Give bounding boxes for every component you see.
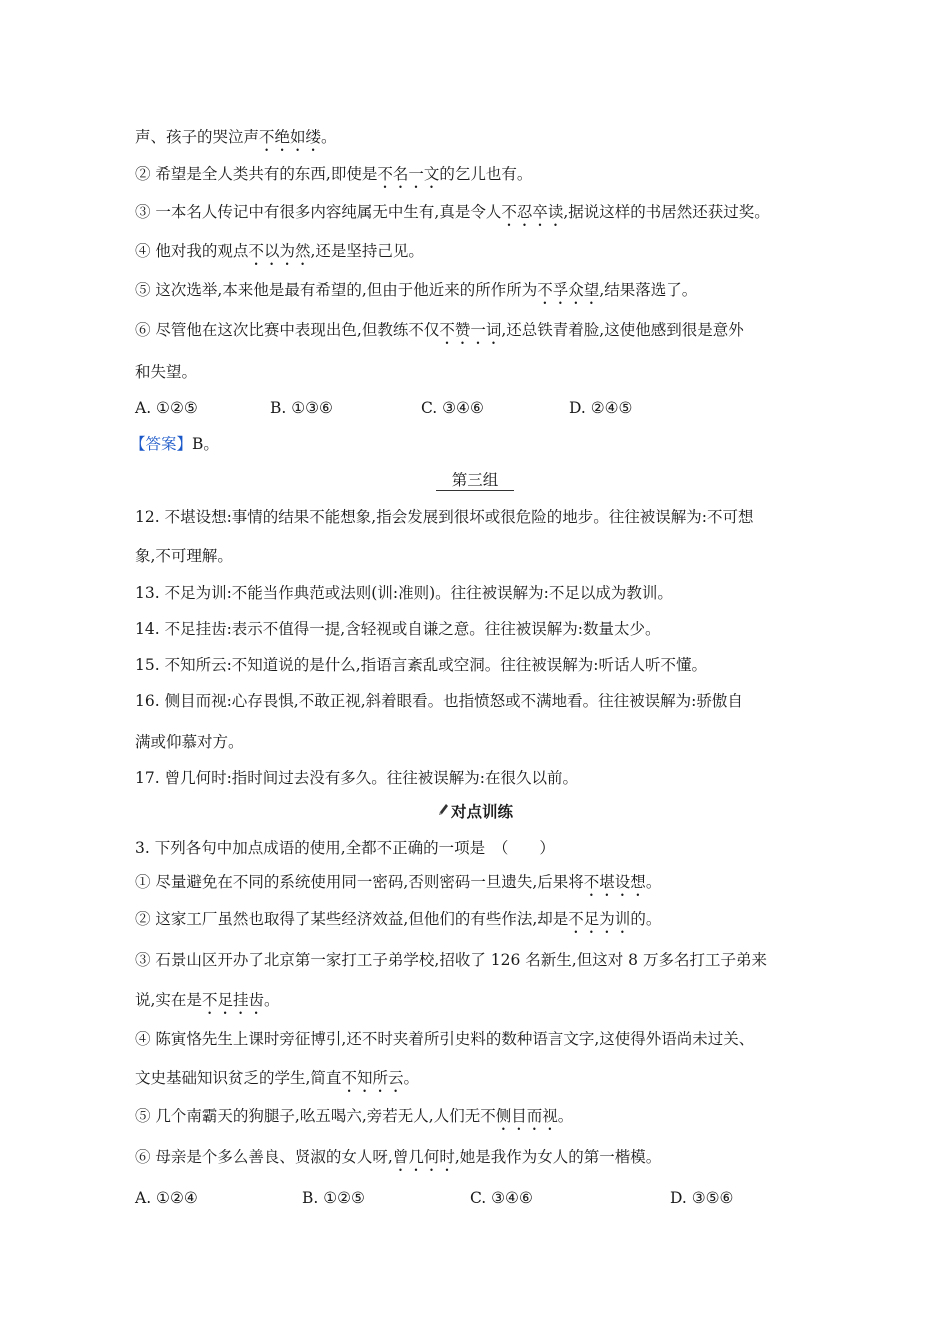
emphasized-idiom: 不足为训 xyxy=(568,910,631,928)
emphasized-idiom: 不赞一词 xyxy=(439,321,502,339)
option-d: D. ②④⑤ xyxy=(569,399,633,417)
sentence-3-cont: 说,实在是不足挂齿。 xyxy=(135,991,280,1009)
emphasized-idiom: 侧目而视 xyxy=(495,1107,558,1125)
option-a: A. ①②⑤ xyxy=(135,399,198,417)
emphasized-idiom: 不以为然 xyxy=(248,242,311,260)
sentence-1: ① 尽量避免在不同的系统使用同一密码,否则密码一旦遗失,后果将不堪设想。 xyxy=(135,873,662,891)
option-c: C. ③④⑥ xyxy=(421,399,484,417)
idiom-14: 14. 不足挂齿:表示不值得一提,含轻视或自谦之意。往往被误解为:数量太少。 xyxy=(135,620,661,638)
option-c: C. ③④⑥ xyxy=(470,1189,533,1207)
group-title: 第三组 xyxy=(0,468,950,492)
emphasized-idiom: 不孚众望 xyxy=(537,281,600,299)
idiom-17: 17. 曾几何时:指时间过去没有多久。往往被误解为:在很久以前。 xyxy=(135,769,579,787)
sentence-3: ③ 石景山区开办了北京第一家打工子弟学校,招收了 126 名新生,但这对 8 万多名打工子弟来 xyxy=(135,951,767,969)
sentence-line: 声、孩子的哭泣声不绝如缕。 xyxy=(135,128,337,146)
idiom-16: 16. 侧目而视:心存畏惧,不敢正视,斜着眼看。也指愤怒或不满地看。往往被误解为:骄傲自 xyxy=(135,692,743,710)
sentence-6: ⑥ 母亲是个多么善良、贤淑的女人呀,曾几何时,她是我作为女人的第一楷模。 xyxy=(135,1148,662,1166)
option-b: B. ①②⑤ xyxy=(302,1189,365,1207)
emphasized-idiom: 曾几何时 xyxy=(392,1148,455,1166)
drill-title: 对点训练 xyxy=(0,800,950,824)
idiom-13: 13. 不足为训:不能当作典范或法则(训:准则)。往往被误解为:不足以成为教训。 xyxy=(135,584,673,602)
emphasized-idiom: 不知所云 xyxy=(341,1069,404,1087)
option-b: B. ①③⑥ xyxy=(270,399,333,417)
question-stem: 3. 下列各句中加点成语的使用,全都不正确的一项是 （ ） xyxy=(135,839,555,857)
idiom-16-cont: 满或仰慕对方。 xyxy=(135,733,244,751)
pencil-icon xyxy=(437,800,449,824)
sentence-5: ⑤ 这次选举,本来他是最有希望的,但由于他近来的所作所为不孚众望,结果落选了。 xyxy=(135,281,698,299)
answer-label: 【答案】 xyxy=(130,435,193,453)
idiom-12: 12. 不堪设想:事情的结果不能想象,指会发展到很坏或很危险的地步。往往被误解为:不可想 xyxy=(135,508,754,526)
sentence-2: ② 希望是全人类共有的东西,即使是不名一文的乞儿也有。 xyxy=(135,165,533,183)
sentence-6-cont: 和失望。 xyxy=(135,363,198,381)
emphasized-idiom: 不足挂齿 xyxy=(201,991,264,1009)
emphasized-idiom: 不忍卒读 xyxy=(501,203,564,221)
emphasized-idiom: 不名一文 xyxy=(377,165,440,183)
emphasized-idiom: 不绝如缕 xyxy=(259,128,322,146)
option-d: D. ③⑤⑥ xyxy=(670,1189,734,1207)
idiom-12-cont: 象,不可理解。 xyxy=(135,547,233,565)
sentence-6: ⑥ 尽管他在这次比赛中表现出色,但教练不仅不赞一词,还总铁青着脸,这使他感到很是意外 xyxy=(135,321,744,339)
answer-line xyxy=(130,432,820,456)
sentence-3: ③ 一本名人传记中有很多内容纯属无中生有,真是令人不忍卒读,据说这样的书居然还获过奖。 xyxy=(135,203,770,221)
sentence-4: ④ 陈寅恪先生上课时旁征博引,还不时夹着所引史料的数种语言文字,这使得外语尚未过关、 xyxy=(135,1030,755,1048)
sentence-4: ④ 他对我的观点不以为然,还是坚持己见。 xyxy=(135,242,424,260)
emphasized-idiom: 不堪设想 xyxy=(583,873,646,891)
sentence-4-cont: 文史基础知识贫乏的学生,简直不知所云。 xyxy=(135,1069,419,1087)
sentence-2: ② 这家工厂虽然也取得了某些经济效益,但他们的有些作法,却是不足为训的。 xyxy=(135,910,662,928)
idiom-15: 15. 不知所云:不知道说的是什么,指语言紊乱或空洞。往往被误解为:听话人听不懂。 xyxy=(135,656,707,674)
option-a: A. ①②④ xyxy=(135,1189,198,1207)
sentence-5: ⑤ 几个南霸天的狗腿子,吆五喝六,旁若无人,人们无不侧目而视。 xyxy=(135,1107,574,1125)
answer-value: B。 xyxy=(192,435,219,453)
